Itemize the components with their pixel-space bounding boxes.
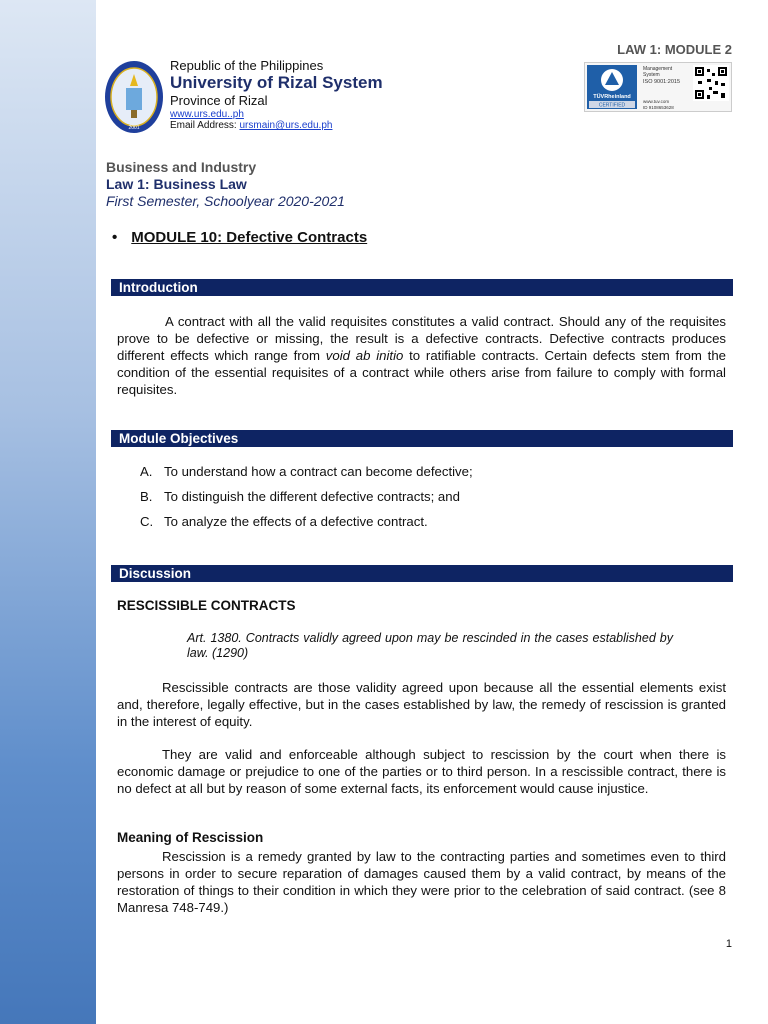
page-number: 1 <box>725 938 732 950</box>
section-bar-objectives: Module Objectives <box>111 430 733 447</box>
discussion-paragraph-3 <box>117 848 726 916</box>
paragraph-text: Rescission is a remedy granted by law to the contracting parties and sometimes even to third persons in order to secure reparation of damages caused them by a valid contract, by means of the restoration of things to their condition in which they were prior to the celebration of said contract. (see 8 Manresa 748-749.) <box>117 849 726 915</box>
intro-text-italic: void ab initio <box>325 348 404 363</box>
term-label: First Semester, Schoolyear 2020-2021 <box>106 193 345 209</box>
article-quote: Art. 1380. Contracts validly agreed upon may be rescinded in the cases established by law. (1290) <box>187 631 673 660</box>
svg-text:2001: 2001 <box>128 125 140 131</box>
svg-text:CERTIFIED: CERTIFIED <box>598 102 626 109</box>
university-name: University of Rizal System <box>170 73 383 92</box>
course-title: Law 1: Business Law <box>106 176 247 192</box>
bullet-icon: • <box>112 229 118 246</box>
svg-text:System: System <box>643 72 660 78</box>
objective-item <box>140 464 473 479</box>
intro-text-before: A contract with all the valid requisites constitutes a valid contract. Should any of the requisites prove to be defective or missing, the result is a defective contracts. Defective contracts produces different effects which range from <box>117 314 726 363</box>
discussion-paragraph-2 <box>117 746 726 797</box>
objective-text: To analyze the effects of a defective contract. <box>164 514 428 529</box>
decorative-sidebar <box>0 0 96 1024</box>
paragraph-text: They are valid and enforceable although subject to rescission by the court when there is economic damage or prejudice to one of the parties or to third person. In a rescissible contract, there is no defect at all but by reason of some external facts, its enforcement would cause injustice. <box>117 747 726 796</box>
certification-badge <box>584 62 732 112</box>
objective-item <box>140 489 460 504</box>
website-link[interactable]: www.urs.edu..ph <box>170 109 244 120</box>
section-bar-introduction: Introduction <box>111 279 733 296</box>
objective-letter: A. <box>140 464 153 479</box>
module-title-text: MODULE 10: Defective Contracts <box>131 229 368 246</box>
objective-text: To understand how a contract can become defective; <box>164 464 473 479</box>
university-seal-logo <box>104 60 164 134</box>
department-label: Business and Industry <box>106 159 257 175</box>
svg-text:Management: Management <box>643 66 673 72</box>
svg-text:ID 9108653628: ID 9108653628 <box>643 105 674 110</box>
qr-code-icon <box>693 65 729 101</box>
republic-label: Republic of the Philippines <box>170 58 324 73</box>
paragraph-text: Rescissible contracts are those validity agreed upon because all the essential elements exist and, therefore, legally effective, but in the cases established by law, the remedy of rescission is granted in the interest of equity. <box>117 680 726 729</box>
email-line <box>170 120 332 131</box>
objective-letter: B. <box>140 489 153 504</box>
discussion-paragraph-1 <box>117 679 726 730</box>
module-tag: LAW 1: MODULE 2 <box>617 42 732 57</box>
svg-text:ISO 9001:2015: ISO 9001:2015 <box>643 79 681 85</box>
svg-text:www.tuv.com: www.tuv.com <box>643 99 670 104</box>
rescissible-heading: RESCISSIBLE CONTRACTS <box>117 598 296 613</box>
module-title <box>112 229 367 246</box>
objective-letter: C. <box>140 514 154 529</box>
meaning-heading: Meaning of Rescission <box>117 830 264 845</box>
email-label: Email Address: <box>170 120 240 131</box>
intro-paragraph <box>117 313 726 398</box>
email-link[interactable]: ursmain@urs.edu.ph <box>239 120 333 131</box>
objective-text: To distinguish the different defective contracts; and <box>164 489 460 504</box>
objective-item <box>140 514 428 529</box>
intro-text-after: to ratifiable contracts. Certain defects stem from the condition of the essential requisites of a contract while others arise from failure to comply with formal requisites. <box>117 348 726 397</box>
section-bar-discussion: Discussion <box>111 565 733 582</box>
province-label: Province of Rizal <box>170 93 268 108</box>
svg-text:TÜVRheinland: TÜVRheinland <box>593 94 631 100</box>
